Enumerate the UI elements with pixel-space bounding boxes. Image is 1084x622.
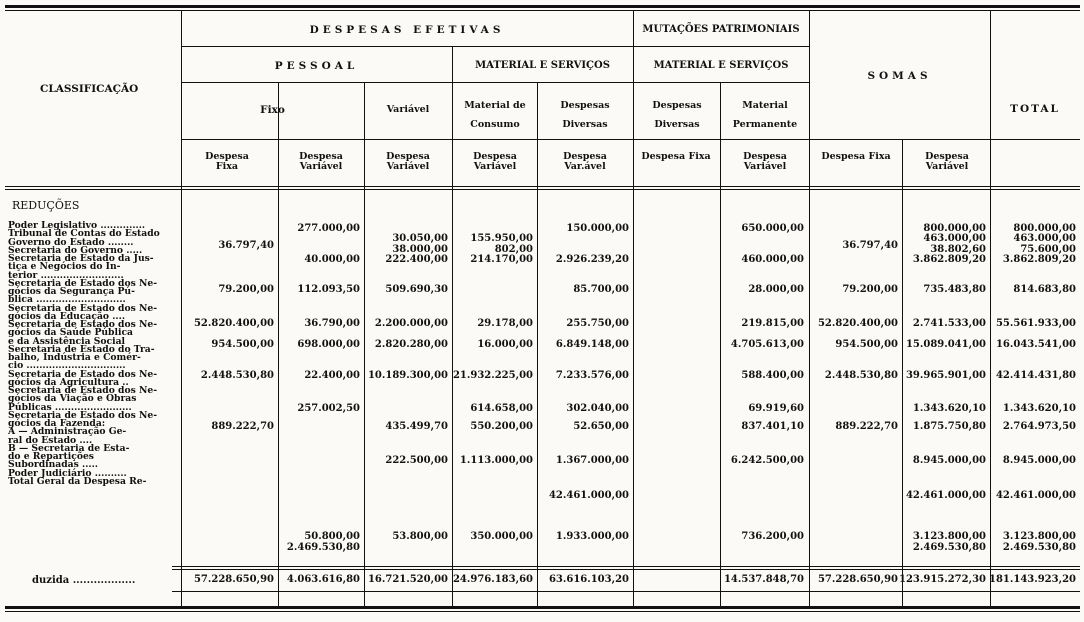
table-cell: 75.600,00 (1020, 244, 1076, 255)
col-line-5 (633, 11, 634, 607)
table-cell: 36.797,40 (842, 240, 898, 251)
table-cell: 3.123.800,00 (912, 531, 986, 542)
table-cell: 3.123.800,00 (1002, 531, 1076, 542)
reducoes-label: REDUÇÕES (12, 199, 80, 212)
table-cell: 6.242.500,00 (730, 455, 804, 466)
header-line-4 (5, 186, 1080, 187)
table-cell: 50.800,00 (304, 531, 360, 542)
table-cell: 222.400,00 (385, 254, 448, 265)
table-cell: 150.000,00 (566, 223, 629, 234)
pessoal-header: PESSOAL (274, 60, 359, 72)
table-cell: 2.469.530,80 (912, 542, 986, 553)
row-label: blica ............................ (8, 294, 126, 306)
table-cell: 650.000,00 (741, 223, 804, 234)
row-label: do e Repartições (8, 451, 94, 462)
row-label: tiça e Negócios do In- (8, 261, 121, 273)
duzida-label: duzida .................. (32, 575, 136, 586)
row-label: Públicas ........................ (8, 401, 132, 413)
table-cell: 155.950,00 (470, 233, 533, 244)
table-cell: 85.700,00 (573, 284, 629, 295)
table-cell: 889.222,70 (211, 421, 274, 432)
table-cell: 2.448.530,80 (200, 370, 274, 381)
table-cell: 2.448.530,80 (824, 370, 898, 381)
mutacoes-header: MUTAÇÕES PATRIMONIAIS (642, 24, 800, 35)
table-cell: 53.800,00 (392, 531, 448, 542)
total-cell: 24.976.183,60 (452, 574, 533, 585)
material-consumo-header: Material de Consumo (464, 100, 526, 130)
row-label: gócios da Segurança Pú- (8, 286, 135, 297)
total-cell: 63.616.103,20 (548, 574, 629, 585)
table-cell: 4.705.613,00 (730, 339, 804, 350)
table-cell: 30.050,00 (392, 233, 448, 244)
table-cell: 10.189.300,00 (367, 370, 448, 381)
material-servicos-header-2: MATERIAL E SERVIÇOS (653, 60, 789, 71)
table-cell: 550.200,00 (470, 421, 533, 432)
table-cell: 42.461.000,00 (905, 490, 986, 501)
col-line-4 (537, 82, 538, 607)
col-header-3: Despesa Variável (386, 151, 430, 172)
table-cell: 79.200,00 (842, 284, 898, 295)
table-cell: 8.945.000,00 (1002, 455, 1076, 466)
table-cell: 954.500,00 (211, 339, 274, 350)
total-header: TOTAL (1010, 103, 1060, 115)
table-cell: 39.965.901,00 (905, 370, 986, 381)
col-line-8 (902, 139, 903, 607)
table-cell: 40.000,00 (304, 254, 360, 265)
total-line-top-2 (172, 569, 1080, 570)
row-label: Poder Legislativo .............. (8, 220, 146, 231)
row-label: Secretaria de Estado dos Ne- (8, 409, 158, 421)
row-label: Subordinadas ..... (8, 459, 98, 471)
row-label: gócios da Fazenda: (8, 418, 106, 429)
row-label: Secretaria de Estado da Jus- (8, 253, 154, 264)
table-cell: 28.000,00 (748, 284, 804, 295)
header-line-4b (5, 189, 1080, 190)
row-label: gócios da Educação .... (8, 310, 126, 322)
row-label: terior .......................... (8, 269, 124, 281)
table-cell: 800.000,00 (923, 223, 986, 234)
table-cell: 255.750,00 (566, 318, 629, 329)
table-cell: 257.002,50 (297, 403, 360, 414)
table-cell: 42.461.000,00 (548, 490, 629, 501)
table-cell: 814.683,80 (1013, 284, 1076, 295)
table-cell: 21.932.225,00 (452, 370, 533, 381)
table-cell: 112.093,50 (297, 284, 360, 295)
row-label: Secretaria de Estado dos Ne- (8, 302, 158, 314)
table-cell: 698.000,00 (297, 339, 360, 350)
col-line-6 (720, 82, 721, 607)
table-cell: 735.483,80 (923, 284, 986, 295)
table-cell: 29.178,00 (477, 318, 533, 329)
somas-header: SOMAS (867, 70, 932, 82)
row-label: gócios da Saúde Pública (8, 327, 133, 339)
row-label: B — Secretaria de Esta- (8, 442, 130, 454)
total-cell: 14.537.848,70 (723, 574, 804, 585)
table-cell: 22.400,00 (304, 370, 360, 381)
total-cell: 181.143.923,20 (989, 574, 1076, 585)
table-cell: 7.233.576,00 (555, 370, 629, 381)
header-line-3 (181, 139, 1080, 140)
bottom-rule-thin (5, 611, 1080, 612)
table-cell: 8.945.000,00 (912, 455, 986, 466)
table-cell: 42.414.431,80 (995, 370, 1076, 381)
col-header-5: Despesa Var.ável (563, 151, 607, 172)
table-cell: 16.043.541,00 (995, 339, 1076, 350)
table-cell: 954.500,00 (835, 339, 898, 350)
row-label: Total Geral da Despesa Re- (8, 475, 147, 487)
table-cell: 69.919,60 (748, 403, 804, 414)
col-header-2: Despesa Variável (299, 151, 343, 172)
total-cell: 57.228.650,90 (193, 574, 274, 585)
table-cell: 219.815,00 (741, 318, 804, 329)
table-cell: 1.343.620,10 (1002, 403, 1076, 414)
top-rule-thin (5, 10, 1080, 11)
col-line-0 (181, 11, 182, 607)
material-servicos-header: MATERIAL E SERVIÇOS (475, 60, 610, 71)
table-cell: 614.658,00 (470, 403, 533, 414)
table-cell: 2.469.530,80 (286, 542, 360, 553)
table-cell: 2.469.530,80 (1002, 542, 1076, 553)
table-cell: 214.170,00 (470, 254, 533, 265)
table-cell: 463.000,00 (923, 233, 986, 244)
table-cell: 435.499,70 (385, 421, 448, 432)
col-header-8: Despesa Fixa (821, 151, 891, 162)
table-cell: 38.802,60 (930, 244, 986, 255)
table-cell: 36.797,40 (218, 240, 274, 251)
col-header-1: Despesa Fixa (205, 151, 249, 172)
despesas-efetivas-header: DESPESAS EFETIVAS (309, 24, 505, 36)
row-label: Tribunal de Contas do Estado (8, 228, 160, 240)
row-label: Governo do Estado ........ (8, 236, 134, 248)
table-cell: 2.741.533,00 (912, 318, 986, 329)
table-cell: 15.089.041,00 (905, 339, 986, 350)
table-cell: 1.113.000,00 (459, 455, 533, 466)
row-label: Secretaria de Estado dos Ne- (8, 277, 158, 289)
despesas-diversas-header-2: Despesas Diversas (652, 100, 702, 130)
fixo-header: Fixo (260, 104, 285, 116)
table-cell: 52.820.400,00 (193, 318, 274, 329)
bottom-rule (5, 606, 1080, 609)
row-label: A — Administração Ge- (8, 426, 127, 438)
col-line-7 (809, 11, 810, 607)
table-cell: 889.222,70 (835, 421, 898, 432)
row-label: gócios da Viação e Obras (8, 393, 137, 405)
despesas-diversas-header: Despesas Diversas (560, 100, 610, 130)
col-line-3 (452, 46, 453, 607)
row-label: balho, Indústria e Comér- (8, 352, 141, 363)
col-header-7: Despesa Variável (743, 151, 787, 172)
material-permanente-header: Material Permanente (732, 100, 798, 130)
table-cell: 1.343.620,10 (912, 403, 986, 414)
table-cell: 2.764.973,50 (1002, 421, 1076, 432)
table-cell: 79.200,00 (218, 284, 274, 295)
table-cell: 800.000,00 (1013, 223, 1076, 234)
row-label: e da Assistência Social (8, 335, 126, 347)
variavel-header: Variável (386, 104, 430, 115)
table-cell: 509.690,30 (385, 284, 448, 295)
row-label: Secretaria de Estado dos Ne- (8, 319, 158, 330)
table-cell: 1.367.000,00 (555, 455, 629, 466)
table-cell: 460.000,00 (741, 254, 804, 265)
row-label: cio ............................... (8, 360, 126, 372)
row-label: Secretaria de Estado do Tra- (8, 343, 155, 355)
col-line-1 (278, 82, 279, 607)
col-header-9: Despesa Variável (925, 151, 969, 172)
top-rule (5, 5, 1080, 8)
table-cell: 42.461.000,00 (995, 490, 1076, 501)
table-cell: 277.000,00 (297, 223, 360, 234)
row-label: Poder Judiciário .......... (8, 467, 127, 479)
total-cell: 4.063.616,80 (286, 574, 360, 585)
classificacao-header: CLASSIFICAÇÃO (40, 83, 139, 95)
total-cell: 16.721.520,00 (367, 574, 448, 585)
table-cell: 52.650,00 (573, 421, 629, 432)
row-label: Secretaria do Governo ..... (8, 244, 143, 256)
col-header-6: Despesa Fixa (641, 151, 711, 162)
header-line-2 (181, 82, 809, 83)
table-cell: 350.000,00 (470, 531, 533, 542)
table-cell: 1.933.000,00 (555, 531, 629, 542)
col-header-4: Despesa Variável (473, 151, 517, 172)
total-line-top (172, 566, 1080, 567)
table-cell: 52.820.400,00 (817, 318, 898, 329)
header-line-1 (181, 46, 809, 47)
table-cell: 302.040,00 (566, 403, 629, 414)
table-cell: 36.790,00 (304, 318, 360, 329)
table-cell: 588.400,00 (741, 370, 804, 381)
row-label: Secretaria de Estado dos Ne- (8, 368, 158, 380)
table-cell: 463.000,00 (1013, 233, 1076, 244)
table-cell: 2.200.000,00 (374, 318, 448, 329)
row-label: gócios da Agricultura .. (8, 376, 129, 388)
table-cell: 16.000,00 (477, 339, 533, 350)
row-label: ral do Estado .... (8, 434, 93, 446)
table-cell: 736.200,00 (741, 531, 804, 542)
table-cell: 802,00 (494, 244, 533, 255)
table-cell: 2.926.239,20 (555, 254, 629, 265)
total-line-bottom (172, 591, 1080, 592)
row-label: Secretaria de Estado dos Ne- (8, 385, 158, 396)
col-line-2 (364, 82, 365, 607)
table-cell: 3.862.809,20 (1002, 254, 1076, 265)
table-cell: 222.500,00 (385, 455, 448, 466)
table-cell: 38.000,00 (392, 244, 448, 255)
total-cell: 57.228.650,90 (817, 574, 898, 585)
table-cell: 6.849.148,00 (555, 339, 629, 350)
total-cell: 123.915.272,30 (899, 574, 986, 585)
table-cell: 1.875.750,80 (912, 421, 986, 432)
table-cell: 3.862.809,20 (912, 254, 986, 265)
col-line-9 (990, 11, 991, 607)
table-cell: 55.561.933,00 (995, 318, 1076, 329)
table-cell: 837.401,10 (741, 421, 804, 432)
table-cell: 2.820.280,00 (374, 339, 448, 350)
